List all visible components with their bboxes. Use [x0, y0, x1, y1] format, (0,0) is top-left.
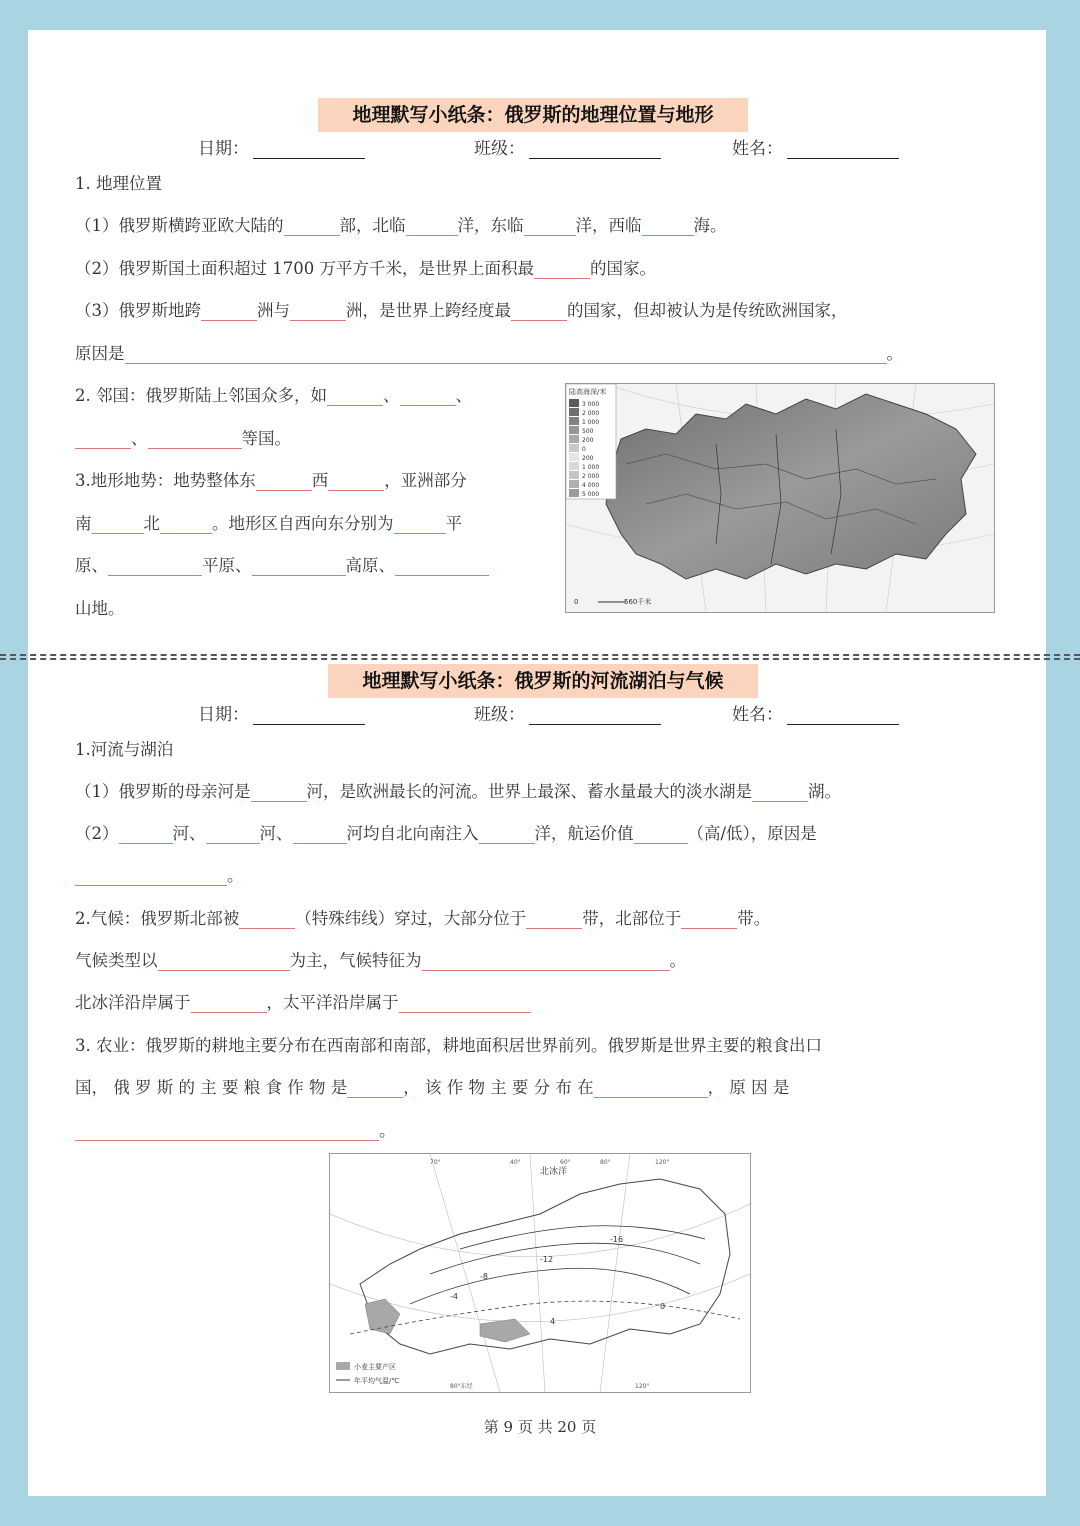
- question-2-1: （1）俄罗斯的母亲河是 河，是欧洲最长的河流。世界上最深、蓄水量最大的淡水湖是 湖。: [75, 782, 841, 801]
- section1-title: 地理默写小纸条：俄罗斯的地理位置与地形: [318, 98, 748, 132]
- topographic-map-graphic: [566, 384, 994, 612]
- scale-zero: 0: [574, 598, 579, 606]
- blank[interactable]: [634, 825, 688, 844]
- blank[interactable]: [108, 557, 202, 576]
- isotherm-label: -8: [480, 1272, 488, 1281]
- question-2-2: （2） 河、 河、 河均自北向南注入 洋，航运价值 （高/低），原因是: [75, 824, 817, 843]
- blank[interactable]: [125, 345, 887, 364]
- blank[interactable]: [394, 515, 446, 534]
- section2-class: 班级：: [474, 700, 661, 725]
- blank[interactable]: [75, 1122, 379, 1141]
- question-climate-1: 2.气候：俄罗斯北部被 （特殊纬线）穿过，大部分位于 带，北部位于 带。: [75, 909, 771, 928]
- legend-isotherm: 年平均气温/℃: [354, 1377, 400, 1385]
- longitude-label: 40°: [510, 1159, 521, 1166]
- legend-value: 3 000: [582, 401, 600, 408]
- question-neighbors: 2. 邻国：俄罗斯陆上邻国众多，如 、 、: [75, 386, 472, 405]
- date-blank[interactable]: [253, 138, 365, 159]
- question-terrain-3: 原、 平原、 高原、: [75, 552, 489, 576]
- longitude-label: 70°: [430, 1159, 441, 1166]
- question-agri-2: 国， 俄 罗 斯 的 主 要 粮 食 作 物 是 ， 该 作 物 主 要 分 布 在 ， 原 因 是: [75, 1078, 790, 1097]
- longitude-label: 60°: [560, 1159, 571, 1166]
- section1-name: 姓名：: [732, 134, 899, 159]
- longitude-label: 80°东经: [450, 1383, 473, 1390]
- legend-swatch: [569, 453, 579, 461]
- legend-swatch: [569, 462, 579, 470]
- heading-location: 1. 地理位置: [75, 174, 162, 193]
- isotherm-label: -12: [540, 1255, 554, 1264]
- legend-wheat-swatch: [336, 1362, 350, 1370]
- legend-swatch: [569, 435, 579, 443]
- question-terrain: 3.地形地势：地势整体东 西 ，亚洲部分: [75, 471, 467, 490]
- legend-value: 1 000: [582, 419, 600, 426]
- blank[interactable]: [256, 472, 312, 491]
- class-blank[interactable]: [529, 704, 661, 725]
- question-1-2: （2）俄罗斯国土面积超过 1700 万平方千米，是世界上面积最 的国家。: [75, 259, 656, 278]
- blank[interactable]: [399, 994, 531, 1013]
- blank[interactable]: [290, 302, 346, 321]
- blank[interactable]: [681, 910, 737, 929]
- legend-value: 4 000: [582, 482, 600, 489]
- question-neighbors-cont: 、 等国。: [75, 425, 291, 449]
- russia-climate-map: [329, 1153, 751, 1393]
- blank[interactable]: [534, 260, 590, 279]
- legend-value: 0: [582, 446, 586, 453]
- blank[interactable]: [400, 387, 456, 406]
- blank[interactable]: [293, 825, 347, 844]
- blank[interactable]: [206, 825, 260, 844]
- blank[interactable]: [752, 783, 808, 802]
- isotherm-label: -16: [610, 1235, 624, 1244]
- blank[interactable]: [148, 430, 242, 449]
- section2-date: 日期：: [198, 700, 365, 725]
- question-climate-2: 气候类型以 为主，气候特征为 。: [75, 951, 686, 970]
- russia-topographic-map: [565, 383, 995, 613]
- legend-value: 500: [582, 428, 594, 435]
- question-climate-3: 北冰洋沿岸属于 ，太平洋沿岸属于: [75, 989, 531, 1013]
- section2-name: 姓名：: [732, 700, 899, 725]
- ocean-label: 北冰洋: [540, 1167, 568, 1177]
- blank[interactable]: [524, 217, 576, 236]
- section1-date: 日期：: [198, 134, 365, 159]
- legend-swatch: [569, 426, 579, 434]
- class-blank[interactable]: [529, 138, 661, 159]
- longitude-label: 80°: [600, 1159, 611, 1166]
- isotherm-label: 0: [660, 1302, 666, 1311]
- blank[interactable]: [526, 910, 582, 929]
- legend-value: 2 000: [582, 473, 600, 480]
- climate-map-graphic: [330, 1154, 750, 1392]
- name-blank[interactable]: [787, 704, 899, 725]
- legend-swatch: [569, 489, 579, 497]
- blank[interactable]: [642, 217, 694, 236]
- legend-title: 陆高海深/米: [569, 388, 607, 396]
- legend-swatch: [569, 480, 579, 488]
- legend-swatch: [569, 399, 579, 407]
- blank[interactable]: [119, 825, 173, 844]
- blank[interactable]: [511, 302, 567, 321]
- blank[interactable]: [284, 217, 340, 236]
- blank[interactable]: [251, 783, 307, 802]
- scale-label: 560千米: [624, 598, 652, 606]
- question-terrain-2: 南 北 。地形区自西向东分别为 平: [75, 514, 462, 533]
- blank[interactable]: [406, 217, 458, 236]
- legend-value: 5 000: [582, 491, 600, 498]
- legend-value: 200: [582, 455, 594, 462]
- question-terrain-4: 山地。: [75, 599, 125, 618]
- cut-line: [0, 654, 1080, 656]
- blank[interactable]: [191, 994, 267, 1013]
- section2-title: 地理默写小纸条：俄罗斯的河流湖泊与气候: [328, 664, 758, 698]
- blank[interactable]: [75, 867, 227, 886]
- legend-swatch: [569, 417, 579, 425]
- section1-class: 班级：: [474, 134, 661, 159]
- date-blank[interactable]: [253, 704, 365, 725]
- heading-rivers: 1.河流与湖泊: [75, 740, 174, 759]
- blank[interactable]: [422, 952, 670, 971]
- legend-value: 2 000: [582, 410, 600, 417]
- legend-swatch: [569, 444, 579, 452]
- longitude-label: 120°: [635, 1383, 650, 1390]
- blank[interactable]: [201, 302, 257, 321]
- blank[interactable]: [92, 515, 144, 534]
- longitude-label: 120°: [655, 1159, 670, 1166]
- blank[interactable]: [328, 472, 384, 491]
- blank[interactable]: [479, 825, 535, 844]
- question-1-3-reason: 原因是 。: [75, 344, 903, 363]
- legend-value: 1 000: [582, 464, 600, 471]
- legend-value: 200: [582, 437, 594, 444]
- blank[interactable]: [160, 515, 212, 534]
- isotherm-label: 4: [550, 1317, 556, 1326]
- page-footer: 第 9 页 共 20 页: [483, 1418, 597, 1436]
- blank[interactable]: [75, 430, 131, 449]
- blank[interactable]: [395, 557, 489, 576]
- question-2-2-reason: 。: [75, 862, 244, 886]
- blank[interactable]: [347, 1079, 403, 1098]
- blank[interactable]: [594, 1079, 708, 1098]
- legend-swatch: [569, 408, 579, 416]
- question-agri-3: 。: [75, 1117, 396, 1141]
- legend-swatch: [569, 471, 579, 479]
- question-agri-1: 3. 农业：俄罗斯的耕地主要分布在西南部和南部，耕地面积居世界前列。俄罗斯是世界主要的粮食出口: [75, 1036, 822, 1055]
- blank[interactable]: [252, 557, 346, 576]
- blank[interactable]: [158, 952, 290, 971]
- isotherm-label: -4: [450, 1292, 458, 1301]
- name-blank[interactable]: [787, 138, 899, 159]
- question-1-1: （1）俄罗斯横跨亚欧大陆的 部，北临 洋，东临 洋，西临 海。: [75, 216, 727, 235]
- blank[interactable]: [327, 387, 383, 406]
- cut-line-2: [0, 658, 1080, 660]
- legend-wheat: 小麦主要产区: [354, 1363, 396, 1371]
- question-1-3: （3）俄罗斯地跨 洲与 洲，是世界上跨经度最 的国家，但却被认为是传统欧洲国家，: [75, 301, 848, 320]
- blank[interactable]: [239, 910, 295, 929]
